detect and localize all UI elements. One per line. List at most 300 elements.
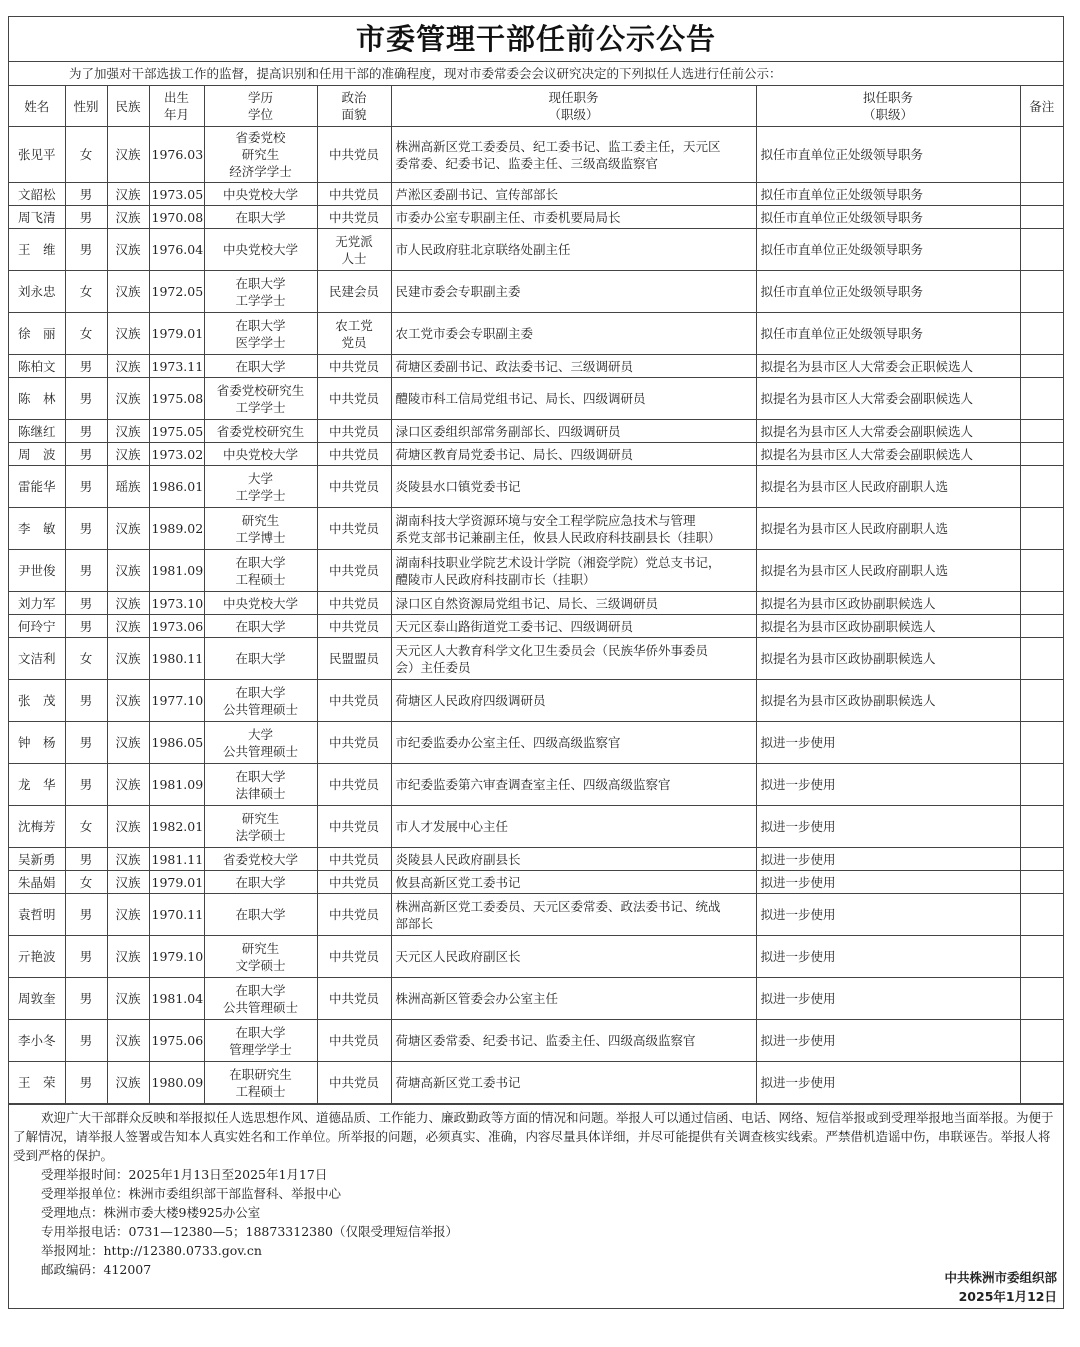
cell-gender: 女 — [65, 271, 107, 313]
cell-current — [391, 443, 756, 466]
cell-current-line: 会）主任委员 — [395, 659, 471, 675]
cell-education — [204, 680, 317, 722]
cell-ethnicity: 汉族 — [107, 378, 149, 420]
cell-remark — [1020, 638, 1063, 680]
candidates-table — [9, 86, 1063, 1104]
cell-remark — [1020, 1062, 1063, 1104]
cell-name: 周飞清 — [9, 206, 65, 229]
cell-political-line: 中共党员 — [328, 907, 379, 922]
cell-ethnicity: 汉族 — [107, 764, 149, 806]
footer-line: 邮政编码：412007 — [41, 1262, 152, 1277]
cell-education — [204, 550, 317, 592]
cell-ethnicity: 汉族 — [107, 806, 149, 848]
cell-proposed: 拟任市直单位正处级领导职务 — [756, 127, 1020, 183]
footer-section — [9, 1104, 1063, 1308]
cell-political — [317, 764, 391, 806]
cell-gender: 女 — [65, 313, 107, 355]
cell-birth: 1980.09 — [149, 1062, 204, 1104]
cell-education-line: 工程硕士 — [235, 571, 286, 587]
cell-gender: 男 — [65, 936, 107, 978]
table-row — [9, 871, 1063, 894]
cell-proposed: 拟提名为县市区人民政府副职人选 — [756, 466, 1020, 508]
cell-birth: 1973.11 — [149, 355, 204, 378]
cell-education-line: 省委党校 — [235, 130, 286, 145]
cell-political-line: 农工党 — [335, 317, 373, 333]
cell-political — [317, 615, 391, 638]
cell-political — [317, 1020, 391, 1062]
cell-political-line: 中共党员 — [328, 595, 379, 611]
cell-education-line: 在职大学 — [235, 1024, 286, 1040]
cell-education — [204, 508, 317, 550]
cell-current-line: 株洲高新区党工委委员、天元区委常委、政法委书记、统战 — [395, 898, 721, 914]
cell-name: 周敦奎 — [9, 978, 65, 1020]
cell-current-line: 醴陵市人民政府科技副市长（挂职） — [395, 571, 596, 587]
cell-current — [391, 848, 756, 871]
cell-political — [317, 229, 391, 271]
cell-current — [391, 1020, 756, 1062]
cell-name: 刘力军 — [9, 592, 65, 615]
cell-current — [391, 978, 756, 1020]
table-row — [9, 638, 1063, 680]
cell-current-line: 农工党市委会专职副主委 — [395, 326, 534, 341]
cell-education — [204, 206, 317, 229]
cell-current — [391, 638, 756, 680]
cell-remark — [1020, 894, 1063, 936]
cell-remark — [1020, 978, 1063, 1020]
cell-education — [204, 466, 317, 508]
cell-current — [391, 127, 756, 183]
table-row — [9, 722, 1063, 764]
cell-ethnicity: 汉族 — [107, 871, 149, 894]
cell-political-line: 中共党员 — [328, 851, 379, 867]
cell-education — [204, 183, 317, 206]
cell-education — [204, 420, 317, 443]
cell-remark — [1020, 466, 1063, 508]
cell-political — [317, 722, 391, 764]
cell-remark — [1020, 355, 1063, 378]
cell-remark — [1020, 313, 1063, 355]
cell-political-line: 中共党员 — [328, 563, 379, 578]
cell-gender: 男 — [65, 420, 107, 443]
cell-name: 周 波 — [9, 443, 65, 466]
cell-gender: 女 — [65, 806, 107, 848]
cell-gender: 男 — [65, 183, 107, 206]
announcement-sheet — [8, 16, 1064, 1309]
cell-proposed: 拟任市直单位正处级领导职务 — [756, 229, 1020, 271]
cell-proposed: 拟提名为县市区政协副职候选人 — [756, 680, 1020, 722]
table-row — [9, 680, 1063, 722]
table-row — [9, 183, 1063, 206]
cell-current — [391, 615, 756, 638]
cell-education — [204, 871, 317, 894]
cell-education — [204, 1062, 317, 1104]
footer-line: 受理地点：株洲市委大楼9楼925办公室 — [41, 1205, 261, 1220]
cell-proposed: 拟提名为县市区人大常委会副职候选人 — [756, 443, 1020, 466]
cell-education-line: 工学学士 — [235, 292, 286, 308]
cell-current — [391, 229, 756, 271]
cell-name: 徐 丽 — [9, 313, 65, 355]
cell-education — [204, 894, 317, 936]
header-birth — [149, 86, 204, 127]
cell-education-line: 在职大学 — [235, 275, 286, 291]
cell-birth: 1973.05 — [149, 183, 204, 206]
cell-political-line: 中共党员 — [328, 819, 379, 834]
table-row — [9, 313, 1063, 355]
table-row — [9, 508, 1063, 550]
header-gender: 性别 — [65, 86, 107, 127]
cell-ethnicity: 汉族 — [107, 420, 149, 443]
cell-remark — [1020, 229, 1063, 271]
cell-remark — [1020, 615, 1063, 638]
cell-ethnicity: 汉族 — [107, 978, 149, 1020]
cell-education — [204, 271, 317, 313]
cell-name: 王 荣 — [9, 1062, 65, 1104]
cell-political — [317, 313, 391, 355]
cell-birth: 1975.08 — [149, 378, 204, 420]
cell-education-line: 在职大学 — [235, 684, 286, 700]
header-political — [317, 86, 391, 127]
cell-ethnicity: 汉族 — [107, 848, 149, 871]
cell-gender: 男 — [65, 206, 107, 229]
header-name: 姓名 — [9, 86, 65, 127]
cell-birth: 1976.03 — [149, 127, 204, 183]
cell-current — [391, 722, 756, 764]
cell-current — [391, 1062, 756, 1104]
cell-proposed: 拟任市直单位正处级领导职务 — [756, 206, 1020, 229]
cell-remark — [1020, 871, 1063, 894]
cell-ethnicity: 汉族 — [107, 1020, 149, 1062]
cell-current-line: 株洲高新区党工委委员、纪工委书记、监工委主任，天元区 — [395, 138, 721, 154]
cell-gender: 男 — [65, 550, 107, 592]
cell-ethnicity: 汉族 — [107, 443, 149, 466]
cell-political-line: 中共党员 — [328, 391, 379, 406]
table-row — [9, 1062, 1063, 1104]
cell-political — [317, 206, 391, 229]
issuing-org: 中共株洲市委组织部 — [944, 1270, 1057, 1285]
cell-current-line: 株洲高新区管委会办公室主任 — [395, 991, 559, 1006]
table-row — [9, 355, 1063, 378]
footer-line: 举报网址：http://12380.0733.gov.cn — [41, 1243, 262, 1258]
cell-political-line: 人士 — [341, 250, 367, 266]
header-education — [204, 86, 317, 127]
signature-block — [944, 1268, 1057, 1306]
cell-proposed: 拟进一步使用 — [756, 848, 1020, 871]
table-row — [9, 1020, 1063, 1062]
cell-political — [317, 420, 391, 443]
cell-education-line: 中央党校大学 — [222, 242, 298, 257]
cell-gender: 男 — [65, 1020, 107, 1062]
cell-education — [204, 764, 317, 806]
cell-gender: 男 — [65, 848, 107, 871]
cell-ethnicity: 汉族 — [107, 206, 149, 229]
cell-political — [317, 183, 391, 206]
cell-birth: 1973.10 — [149, 592, 204, 615]
table-row — [9, 271, 1063, 313]
cell-political-line: 民建会员 — [328, 284, 379, 299]
cell-political — [317, 680, 391, 722]
cell-current-line: 渌口区自然资源局党组书记、局长、三级调研员 — [395, 595, 659, 611]
cell-current-line: 系党支部书记兼副主任，攸县人民政府科技副县长（挂职） — [395, 529, 721, 545]
footer-paragraph: 欢迎广大干部群众反映和举报拟任人选思想作风、道德品质、工作能力、廉政勤政等方面的情况和问题。举报人可以通过信函、电话、网络、短信举报或到受理举报地当面举报。为便于了解情况，请举报人签署或告知本人真实姓名和工作单位。所举报的问题，必须真实、准确，内容尽量具体详细，并尽可能提供有关调查核实线索。严禁借机造谣中伤，串联诬告。举报人将受到严格的保护。 — [13, 1110, 1054, 1163]
cell-political — [317, 936, 391, 978]
cell-political — [317, 271, 391, 313]
header-current-line: 现任职务 — [548, 90, 599, 105]
cell-current-line: 荷塘区教育局党委书记、局长、四级调研员 — [395, 446, 634, 462]
cell-name: 朱晶娟 — [9, 871, 65, 894]
cell-remark — [1020, 764, 1063, 806]
cell-political — [317, 443, 391, 466]
cell-education-line: 工学博士 — [235, 529, 286, 545]
cell-gender: 男 — [65, 722, 107, 764]
cell-political-line: 中共党员 — [328, 1033, 379, 1048]
cell-name: 陈 林 — [9, 378, 65, 420]
cell-education-line: 研究生 — [241, 512, 280, 528]
cell-remark — [1020, 508, 1063, 550]
cell-education — [204, 638, 317, 680]
cell-gender: 男 — [65, 592, 107, 615]
cell-remark — [1020, 722, 1063, 764]
cell-education-line: 在职大学 — [235, 768, 286, 784]
cell-birth: 1986.01 — [149, 466, 204, 508]
header-remark: 备注 — [1020, 86, 1063, 127]
cell-proposed: 拟进一步使用 — [756, 1062, 1020, 1104]
cell-political-line: 中共党员 — [328, 446, 379, 462]
table-row — [9, 550, 1063, 592]
cell-proposed: 拟提名为县市区人民政府副职人选 — [756, 550, 1020, 592]
cell-name: 李 敏 — [9, 508, 65, 550]
cell-political-line: 党员 — [341, 334, 367, 350]
cell-proposed: 拟提名为县市区人大常委会副职候选人 — [756, 378, 1020, 420]
cell-remark — [1020, 806, 1063, 848]
cell-ethnicity: 汉族 — [107, 127, 149, 183]
cell-birth: 1986.05 — [149, 722, 204, 764]
cell-political — [317, 848, 391, 871]
page-title: 市委管理干部任前公示公告 — [9, 17, 1063, 62]
cell-current-line: 市人民政府驻北京联络处副主任 — [395, 242, 571, 257]
cell-current — [391, 183, 756, 206]
cell-remark — [1020, 1020, 1063, 1062]
cell-current — [391, 355, 756, 378]
footer-line: 受理举报单位：株洲市委组织部干部监督科、举报中心 — [41, 1186, 342, 1201]
cell-political-line: 中共党员 — [328, 874, 379, 890]
cell-education-line: 在职大学 — [235, 874, 286, 890]
table-row — [9, 466, 1063, 508]
cell-education — [204, 936, 317, 978]
cell-birth: 1979.10 — [149, 936, 204, 978]
cell-remark — [1020, 420, 1063, 443]
cell-gender: 男 — [65, 378, 107, 420]
cell-education-line: 在职大学 — [235, 907, 286, 922]
cell-current — [391, 420, 756, 443]
cell-current-line: 芦淞区委副书记、宣传部部长 — [395, 186, 559, 202]
cell-current-line: 天元区人民政府副区长 — [395, 949, 521, 964]
cell-proposed: 拟进一步使用 — [756, 1020, 1020, 1062]
cell-birth: 1977.10 — [149, 680, 204, 722]
cell-name: 陈柏文 — [9, 355, 65, 378]
cell-gender: 男 — [65, 615, 107, 638]
table-row — [9, 764, 1063, 806]
table-row — [9, 936, 1063, 978]
header-birth-line: 出生 — [163, 90, 189, 105]
cell-current — [391, 871, 756, 894]
cell-education-line: 在职大学 — [235, 358, 286, 374]
header-education-line: 学历 — [247, 90, 273, 105]
table-row — [9, 229, 1063, 271]
table-row — [9, 806, 1063, 848]
cell-proposed: 拟提名为县市区政协副职候选人 — [756, 592, 1020, 615]
cell-political-line: 中共党员 — [328, 186, 379, 202]
cell-political — [317, 978, 391, 1020]
cell-name: 张 茂 — [9, 680, 65, 722]
cell-education-line: 研究生 — [241, 147, 280, 162]
cell-remark — [1020, 848, 1063, 871]
cell-education-line: 中央党校大学 — [222, 595, 298, 611]
header-education-line: 学位 — [247, 107, 273, 122]
cell-birth: 1972.05 — [149, 271, 204, 313]
table-row — [9, 615, 1063, 638]
cell-gender: 男 — [65, 443, 107, 466]
cell-proposed: 拟提名为县市区政协副职候选人 — [756, 638, 1020, 680]
cell-ethnicity: 瑶族 — [107, 466, 149, 508]
cell-birth: 1989.02 — [149, 508, 204, 550]
cell-education — [204, 806, 317, 848]
cell-birth: 1980.11 — [149, 638, 204, 680]
cell-birth: 1976.04 — [149, 229, 204, 271]
cell-ethnicity: 汉族 — [107, 680, 149, 722]
header-birth-line: 年月 — [163, 107, 189, 122]
cell-current-line: 荷塘高新区党工委书记 — [395, 1075, 521, 1090]
cell-education — [204, 313, 317, 355]
cell-name: 亓艳波 — [9, 936, 65, 978]
cell-remark — [1020, 443, 1063, 466]
cell-name: 尹世俊 — [9, 550, 65, 592]
cell-education-line: 工学学士 — [235, 399, 286, 415]
cell-name: 龙 华 — [9, 764, 65, 806]
cell-education-line: 省委党校研究生 — [216, 423, 305, 439]
cell-political — [317, 378, 391, 420]
cell-name: 袁哲明 — [9, 894, 65, 936]
cell-current — [391, 764, 756, 806]
cell-proposed: 拟进一步使用 — [756, 806, 1020, 848]
cell-political-line: 中共党员 — [328, 147, 379, 162]
cell-political — [317, 550, 391, 592]
cell-political-line: 中共党员 — [328, 1075, 379, 1090]
cell-education-line: 法学硕士 — [235, 827, 286, 843]
cell-birth: 1975.06 — [149, 1020, 204, 1062]
cell-remark — [1020, 550, 1063, 592]
cell-name: 吴新勇 — [9, 848, 65, 871]
cell-education-line: 研究生 — [241, 810, 280, 826]
cell-name: 陈继红 — [9, 420, 65, 443]
cell-ethnicity: 汉族 — [107, 722, 149, 764]
cell-education-line: 在职大学 — [235, 651, 286, 666]
cell-name: 张见平 — [9, 127, 65, 183]
cell-ethnicity: 汉族 — [107, 183, 149, 206]
cell-political-line: 中共党员 — [328, 358, 379, 374]
cell-name: 钟 杨 — [9, 722, 65, 764]
table-row — [9, 420, 1063, 443]
table-row — [9, 978, 1063, 1020]
cell-political — [317, 638, 391, 680]
cell-remark — [1020, 271, 1063, 313]
cell-political — [317, 1062, 391, 1104]
cell-current-line: 攸县高新区党工委书记 — [395, 874, 521, 890]
cell-education-line: 在职大学 — [235, 209, 286, 225]
cell-birth: 1979.01 — [149, 871, 204, 894]
cell-political-line: 中共党员 — [328, 209, 379, 225]
cell-education-line: 大学 — [247, 726, 273, 742]
cell-education-line: 在职大学 — [235, 618, 286, 634]
cell-gender: 男 — [65, 978, 107, 1020]
cell-birth: 1979.01 — [149, 313, 204, 355]
cell-birth: 1973.02 — [149, 443, 204, 466]
cell-gender: 男 — [65, 466, 107, 508]
table-row — [9, 894, 1063, 936]
cell-education — [204, 127, 317, 183]
cell-remark — [1020, 127, 1063, 183]
table-header-row — [9, 86, 1063, 127]
cell-current — [391, 936, 756, 978]
cell-education-line: 在职大学 — [235, 554, 286, 570]
cell-education — [204, 615, 317, 638]
cell-proposed: 拟提名为县市区人大常委会副职候选人 — [756, 420, 1020, 443]
cell-remark — [1020, 680, 1063, 722]
cell-education-line: 文学硕士 — [235, 957, 286, 973]
cell-name: 刘永忠 — [9, 271, 65, 313]
cell-ethnicity: 汉族 — [107, 508, 149, 550]
cell-current-line: 天元区人大教育科学文化卫生委员会（民族华侨外事委员 — [395, 642, 709, 658]
cell-birth: 1981.04 — [149, 978, 204, 1020]
cell-proposed: 拟任市直单位正处级领导职务 — [756, 183, 1020, 206]
cell-gender: 男 — [65, 680, 107, 722]
cell-current-line: 市纪委监委办公室主任、四级高级监察官 — [395, 735, 621, 750]
cell-current — [391, 271, 756, 313]
cell-ethnicity: 汉族 — [107, 1062, 149, 1104]
cell-proposed: 拟进一步使用 — [756, 936, 1020, 978]
cell-remark — [1020, 378, 1063, 420]
cell-proposed: 拟进一步使用 — [756, 894, 1020, 936]
cell-current-line: 醴陵市科工信局党组书记、局长、四级调研员 — [395, 391, 646, 406]
cell-education-line: 工程硕士 — [235, 1083, 286, 1099]
cell-education-line: 法律硕士 — [235, 785, 286, 801]
cell-current-line: 市委办公室专职副主任、市委机要局局长 — [395, 209, 621, 225]
cell-proposed: 拟任市直单位正处级领导职务 — [756, 313, 1020, 355]
cell-education-line: 工学学士 — [235, 487, 286, 503]
cell-current — [391, 378, 756, 420]
cell-ethnicity: 汉族 — [107, 355, 149, 378]
cell-remark — [1020, 206, 1063, 229]
cell-birth: 1981.09 — [149, 764, 204, 806]
cell-education — [204, 443, 317, 466]
cell-current-line: 荷塘区委常委、纪委书记、监委主任、四级高级监察官 — [395, 1033, 696, 1048]
cell-name: 何玲宁 — [9, 615, 65, 638]
table-body — [9, 127, 1063, 1104]
cell-gender: 男 — [65, 1062, 107, 1104]
cell-current-line: 市人才发展中心主任 — [395, 819, 509, 834]
cell-education — [204, 378, 317, 420]
cell-education-line: 经济学学士 — [229, 164, 292, 179]
cell-name: 王 维 — [9, 229, 65, 271]
cell-birth: 1975.05 — [149, 420, 204, 443]
cell-political — [317, 894, 391, 936]
cell-birth: 1981.09 — [149, 550, 204, 592]
cell-education-line: 医学学士 — [235, 334, 286, 350]
cell-education — [204, 355, 317, 378]
cell-current-line: 荷塘区委副书记、政法委书记、三级调研员 — [395, 358, 634, 374]
cell-political — [317, 127, 391, 183]
cell-proposed: 拟进一步使用 — [756, 978, 1020, 1020]
cell-education-line: 公共管理硕士 — [222, 701, 298, 717]
